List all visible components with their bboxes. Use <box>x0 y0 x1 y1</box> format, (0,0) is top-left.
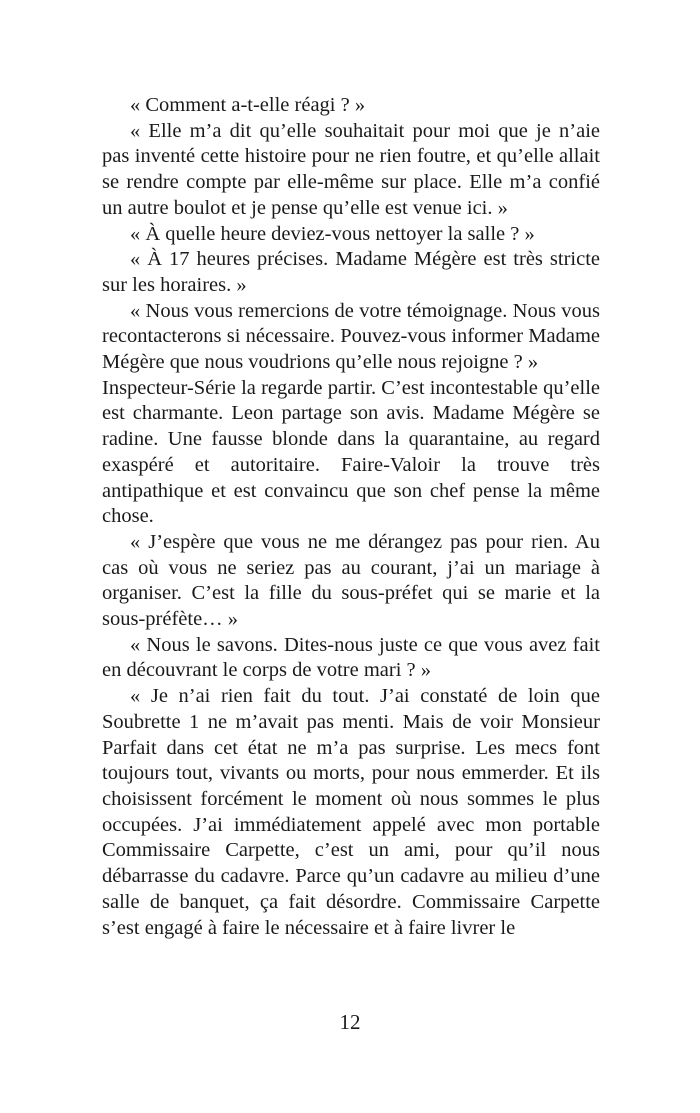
paragraph-7: « J’espère que vous ne me dérangez pas pour rien. Au cas où vous ne seriez pas au courant, j’ai un mariage à organiser. C’est la fille du sous-préfet qui se marie et la sous-préfète… » <box>102 530 600 631</box>
paragraph-3: « À quelle heure deviez-vous nettoyer la salle ? » <box>130 222 535 245</box>
page-number: 12 <box>339 1010 361 1034</box>
paragraph-9: « Je n’ai rien fait du tout. J’ai constaté de loin que Soubrette 1 ne m’avait pas menti. Mais de voir Monsieur Parfait dans cet état ne m’a pas surprise. Les mecs font toujours tout, vivants ou morts, pour nous emmerder. Et ils choisissent forcément le moment où nous sommes le plus occupées. J’ai immédiatement appelé avec mon portable Commissaire Carpette, c’est un ami, pour qu’il nous débarrasse du cadavre. Parce qu’un cadavre au milieu d’une salle de banquet, ça fait désordre. Commissaire Carpette s’est engagé à faire le nécessaire et à faire livrer le <box>102 685 600 939</box>
paragraph-4: « À 17 heures précises. Madame Mégère est très stricte sur les horaires. » <box>102 248 600 296</box>
paragraph-1: « Comment a-t-elle réagi ? » <box>130 94 366 116</box>
paragraph-2: « Elle m’a dit qu’elle souhaitait pour moi que je n’aie pas inventé cette histoire pour ne rien foutre, et qu’elle allait se rendre compte par elle-même sur place. Elle m’a confié un autre boulot et je pense qu’elle est venue ici. » <box>102 119 600 219</box>
paragraph-8: « Nous le savons. Dites-nous juste ce que vous avez fait en découvrant le corps de votre mari ? » <box>102 633 600 682</box>
paragraph-5: « Nous vous remercions de votre témoignage. Nous vous recontacterons si nécessaire. Pouvez-vous informer Madame Mégère que nous voudrions qu’elle nous rejoigne ? » <box>102 299 600 374</box>
paragraph-6: Inspecteur-Série la regarde partir. C’est incontestable qu’elle est charmante. Leon partage son avis. Madame Mégère se radine. Une fausse blonde dans la quarantaine, au regard exaspéré et autoritaire. Faire-Valoir la trouve très antipathique et est convaincu que son chef pense la même chose. <box>102 376 600 528</box>
page-body <box>102 93 600 941</box>
